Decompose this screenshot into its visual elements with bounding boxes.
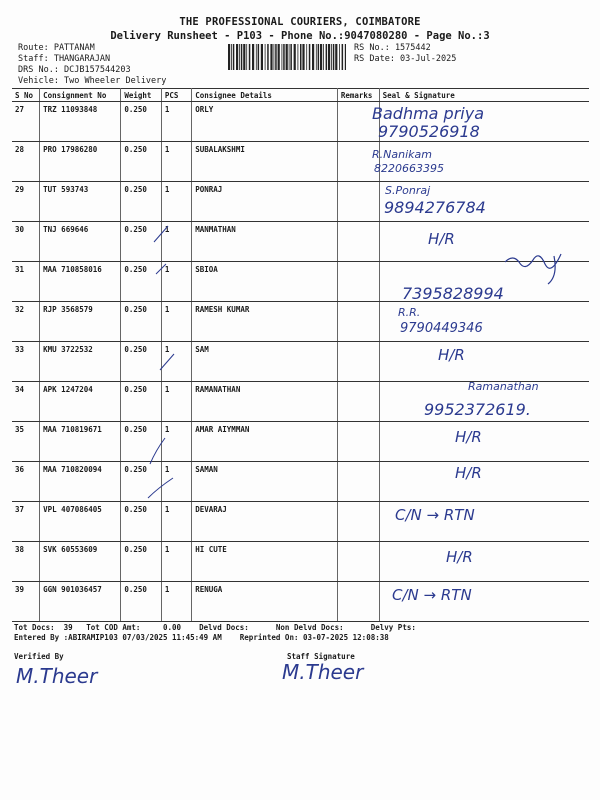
consignee-cell: RENUGA <box>192 582 338 622</box>
table-row <box>12 142 589 182</box>
entered-by-line: Entered By :ABIRAMIP103 07/03/2025 11:45:49 AM Reprinted On: 03-07-2025 12:08:38 <box>14 633 389 642</box>
col-header-seal: Seal & Signature <box>379 89 589 102</box>
verified-by-label: Verified By <box>14 652 64 661</box>
handwritten-return-note: C/N → RTN <box>395 506 475 524</box>
consignee-cell: DEVARAJ <box>192 502 338 542</box>
table-row <box>12 502 589 542</box>
tick-mark <box>148 436 168 466</box>
remarks-cell <box>337 342 379 382</box>
staff-signature-label: Staff Signature <box>287 652 355 661</box>
col-header-weight: Weight <box>121 89 162 102</box>
pcs-cell: 1 <box>161 502 191 542</box>
col-header-sno: S No <box>12 89 40 102</box>
handwritten-hr-note: H/R <box>455 464 482 482</box>
consignment-cell: SVK 60553609 <box>40 542 121 582</box>
runsheet-meta-right <box>354 43 456 65</box>
pcs-cell: 1 <box>161 542 191 582</box>
pcs-cell: 1 <box>161 582 191 622</box>
col-header-consignment: Consignment No <box>40 89 121 102</box>
handwritten-phone: 9790449346 <box>400 321 483 336</box>
handwritten-hr-note: H/R <box>455 428 482 446</box>
runsheet-subtitle: Delivery Runsheet - P103 - Phone No.:9047080280 - Page No.:3 <box>110 30 490 42</box>
pcs-cell: 1 <box>161 422 191 462</box>
table-row <box>12 302 589 342</box>
handwritten-signature: S.Ponraj <box>385 184 431 197</box>
drs-field: DRS No.: DCJB157544203 <box>18 65 131 75</box>
table-header-row <box>12 89 589 102</box>
table-row <box>12 102 589 142</box>
pcs-cell: 1 <box>161 462 191 502</box>
consignment-cell: VPL 407086405 <box>40 502 121 542</box>
weight-cell: 0.250 <box>121 342 162 382</box>
pcs-cell: 1 <box>161 222 191 262</box>
route-field: Route: PATTANAM <box>18 43 95 53</box>
table-row <box>12 582 589 622</box>
consignee-cell: RAMESH KUMAR <box>192 302 338 342</box>
consignee-cell: PONRAJ <box>192 182 338 222</box>
tick-mark <box>154 262 170 278</box>
company-title: THE PROFESSIONAL COURIERS, COIMBATORE <box>179 16 421 28</box>
rs-number-field: RS No.: 1575442 <box>354 43 431 53</box>
weight-cell: 0.250 <box>121 502 162 542</box>
sno-cell: 36 <box>12 462 40 502</box>
consignment-cell: TNJ 669646 <box>40 222 121 262</box>
remarks-cell <box>337 422 379 462</box>
sno-cell: 33 <box>12 342 40 382</box>
sno-cell: 32 <box>12 302 40 342</box>
handwritten-phone: 9894276784 <box>384 198 486 217</box>
consignment-cell: RJP 3568579 <box>40 302 121 342</box>
sno-cell: 35 <box>12 422 40 462</box>
seal-cell <box>379 342 589 382</box>
vehicle-field: Vehicle: Two Wheeler Delivery <box>18 76 167 86</box>
tick-mark <box>152 222 172 246</box>
consignment-cell: MAA 710858016 <box>40 262 121 302</box>
remarks-cell <box>337 542 379 582</box>
seal-cell <box>379 462 589 502</box>
handwritten-hr-note: H/R <box>428 230 455 248</box>
col-header-pcs: PCS <box>161 89 191 102</box>
sno-cell: 29 <box>12 182 40 222</box>
remarks-cell <box>337 382 379 422</box>
consignment-cell: GGN 901036457 <box>40 582 121 622</box>
remarks-cell <box>337 262 379 302</box>
weight-cell: 0.250 <box>121 382 162 422</box>
runsheet-table <box>12 88 589 622</box>
rs-date-field: RS Date: 03-Jul-2025 <box>354 54 457 64</box>
weight-cell: 0.250 <box>121 182 162 222</box>
consignee-cell: MANMATHAN <box>192 222 338 262</box>
handwritten-phone: 8220663395 <box>374 162 444 175</box>
table-body <box>12 102 589 622</box>
consignee-cell: ORLY <box>192 102 338 142</box>
consignment-cell: TUT 593743 <box>40 182 121 222</box>
sno-cell: 30 <box>12 222 40 262</box>
weight-cell: 0.250 <box>121 302 162 342</box>
seal-cell <box>379 422 589 462</box>
pcs-cell: 1 <box>161 342 191 382</box>
consignee-cell: HI CUTE <box>192 542 338 582</box>
table-row <box>12 342 589 382</box>
table-row <box>12 182 589 222</box>
barcode <box>228 44 346 70</box>
col-header-remarks: Remarks <box>337 89 379 102</box>
remarks-cell <box>337 182 379 222</box>
weight-cell: 0.250 <box>121 262 162 302</box>
pcs-cell: 1 <box>161 382 191 422</box>
weight-cell: 0.250 <box>121 542 162 582</box>
sno-cell: 28 <box>12 142 40 182</box>
consignee-cell: SAMAN <box>192 462 338 502</box>
remarks-cell <box>337 462 379 502</box>
verified-signature: M.Theer <box>16 664 98 688</box>
runsheet-meta-left <box>18 43 166 87</box>
weight-cell: 0.250 <box>121 462 162 502</box>
table-row <box>12 462 589 502</box>
handwritten-signature: R.R. <box>398 306 421 319</box>
remarks-cell <box>337 302 379 342</box>
weight-cell: 0.250 <box>121 142 162 182</box>
consignment-cell: PRO 17986280 <box>40 142 121 182</box>
handwritten-return-note: C/N → RTN <box>392 586 472 604</box>
sno-cell: 39 <box>12 582 40 622</box>
remarks-cell <box>337 582 379 622</box>
handwritten-signature: R.Nanikam <box>372 148 432 161</box>
consignment-cell: KMU 3722532 <box>40 342 121 382</box>
tick-mark <box>158 350 178 372</box>
pcs-cell: 1 <box>161 182 191 222</box>
col-header-consignee: Consignee Details <box>192 89 338 102</box>
consignee-cell: AMAR AIYMMAN <box>192 422 338 462</box>
sno-cell: 38 <box>12 542 40 582</box>
handwritten-hr-note: H/R <box>446 548 473 566</box>
pcs-cell: 1 <box>161 262 191 302</box>
pcs-cell: 1 <box>161 142 191 182</box>
table-row <box>12 422 589 462</box>
table-row <box>12 542 589 582</box>
handwritten-signature: Ramanathan <box>468 380 539 393</box>
staff-signature: M.Theer <box>282 660 364 684</box>
handwritten-hr-note: H/R <box>438 346 465 364</box>
staff-field: Staff: THANGARAJAN <box>18 54 111 64</box>
sno-cell: 37 <box>12 502 40 542</box>
tick-mark <box>146 476 176 500</box>
consignment-cell: MAA 710820094 <box>40 462 121 502</box>
seal-cell <box>379 542 589 582</box>
handwritten-signature: Badhma priya <box>372 104 485 123</box>
handwritten-scribble <box>500 250 570 286</box>
consignment-cell: TRZ 11093848 <box>40 102 121 142</box>
sno-cell: 34 <box>12 382 40 422</box>
consignee-cell: RAMANATHAN <box>192 382 338 422</box>
weight-cell: 0.250 <box>121 582 162 622</box>
weight-cell: 0.250 <box>121 102 162 142</box>
pcs-cell: 1 <box>161 302 191 342</box>
sno-cell: 31 <box>12 262 40 302</box>
consignee-cell: SBIOA <box>192 262 338 302</box>
handwritten-phone: 9790526918 <box>378 122 480 141</box>
sno-cell: 27 <box>12 102 40 142</box>
totals-line: Tot Docs: 39 Tot COD Amt: 0.00 Delvd Docs: Non Delvd Docs: Delvy Pts: <box>14 623 416 632</box>
consignee-cell: SAM <box>192 342 338 382</box>
weight-cell: 0.250 <box>121 422 162 462</box>
weight-cell: 0.250 <box>121 222 162 262</box>
handwritten-phone: 7395828994 <box>402 284 504 303</box>
pcs-cell: 1 <box>161 102 191 142</box>
consignee-cell: SUBALAKSHMI <box>192 142 338 182</box>
consignment-cell: MAA 710819671 <box>40 422 121 462</box>
consignment-cell: APK 1247204 <box>40 382 121 422</box>
remarks-cell <box>337 222 379 262</box>
remarks-cell <box>337 502 379 542</box>
handwritten-phone: 9952372619. <box>424 400 531 419</box>
